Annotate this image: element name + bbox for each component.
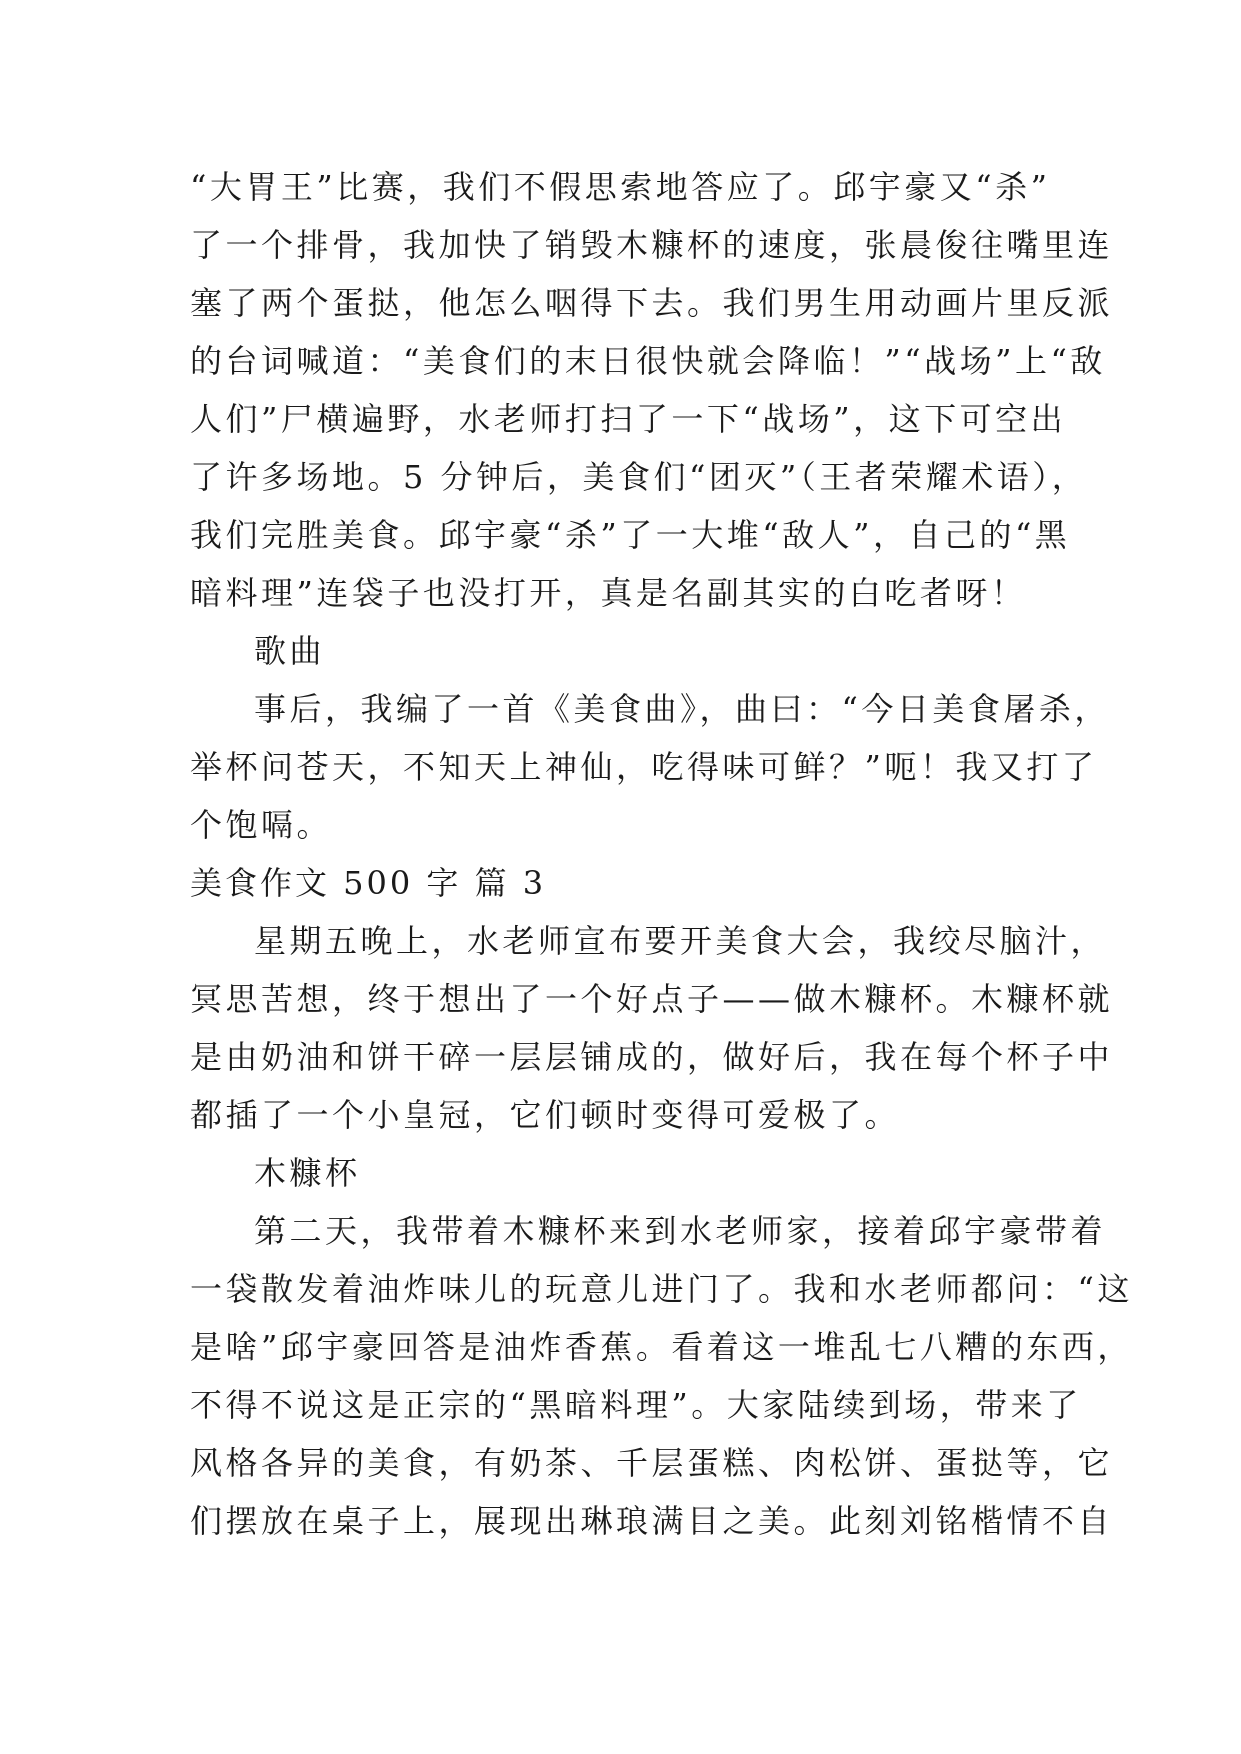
text-line: 了许多场地。5 分钟后，美食们“团灭”（王者荣耀术语）， — [190, 458, 1088, 496]
text-line: 星期五晚上，水老师宣布要开美食大会，我绞尽脑汁， — [254, 922, 1107, 960]
subtitle-text: 歌曲 — [254, 632, 326, 670]
text-line: 一袋散发着油炸味儿的玩意儿进门了。我和水老师都问：“这 — [190, 1270, 1133, 1308]
text-line: 事后，我编了一首《美食曲》，曲曰：“今日美食屠杀， — [254, 690, 1110, 728]
paragraph — [190, 912, 1114, 1144]
paragraph-continuation — [190, 158, 1114, 622]
heading-text: 美食作文 500 字 篇 3 — [190, 864, 547, 902]
text-line: 们摆放在桌子上，展现出琳琅满目之美。此刻刘铭楷情不自 — [190, 1502, 1114, 1540]
text-line: 不得不说这是正宗的“黑暗料理”。大家陆续到场，带来了 — [190, 1386, 1082, 1424]
text-line: “大胃王”比赛，我们不假思索地答应了。邱宇豪又“杀” — [190, 168, 1051, 206]
text-line: 风格各异的美食，有奶茶、千层蛋糕、肉松饼、蛋挞等，它 — [190, 1444, 1114, 1482]
text-line: 了一个排骨，我加快了销毁木糠杯的速度，张晨俊往嘴里连 — [190, 226, 1114, 264]
text-line: 是啥”邱宇豪回答是油炸香蕉。看着这一堆乱七八糟的东西， — [190, 1328, 1133, 1366]
paragraph — [190, 680, 1110, 854]
essay-heading — [190, 854, 1070, 912]
text-line: 个饱嗝。 — [190, 806, 333, 844]
text-line: 冥思苦想，终于想出了一个好点子——做木糠杯。木糠杯就 — [190, 980, 1114, 1018]
text-line: 第二天，我带着木糠杯来到水老师家，接着邱宇豪带着 — [254, 1212, 1107, 1250]
text-line: 我们完胜美食。邱宇豪“杀”了一大堆“敌人”，自己的“黑 — [190, 516, 1071, 554]
text-line: 人们”尸横遍野，水老师打扫了一下“战场”，这下可空出 — [190, 400, 1067, 438]
paragraph — [190, 1202, 1133, 1550]
text-line: 是由奶油和饼干碎一层层铺成的，做好后，我在每个杯子中 — [190, 1038, 1114, 1076]
text-line: 举杯问苍天，不知天上神仙，吃得味可鲜？”呃！我又打了 — [190, 748, 1098, 786]
document-body — [190, 158, 1133, 1550]
text-line: 塞了两个蛋挞，他怎么咽得下去。我们男生用动画片里反派 — [190, 284, 1114, 322]
section-subtitle — [190, 1144, 1070, 1202]
text-line: 都插了一个小皇冠，它们顿时变得可爱极了。 — [190, 1096, 901, 1134]
section-subtitle — [190, 622, 1070, 680]
text-line: 的台词喊道：“美食们的末日很快就会降临！”“战场”上“敌 — [190, 342, 1106, 380]
subtitle-text: 木糠杯 — [254, 1154, 361, 1192]
text-line: 暗料理”连袋子也没打开，真是名副其实的白吃者呀！ — [190, 574, 1027, 612]
